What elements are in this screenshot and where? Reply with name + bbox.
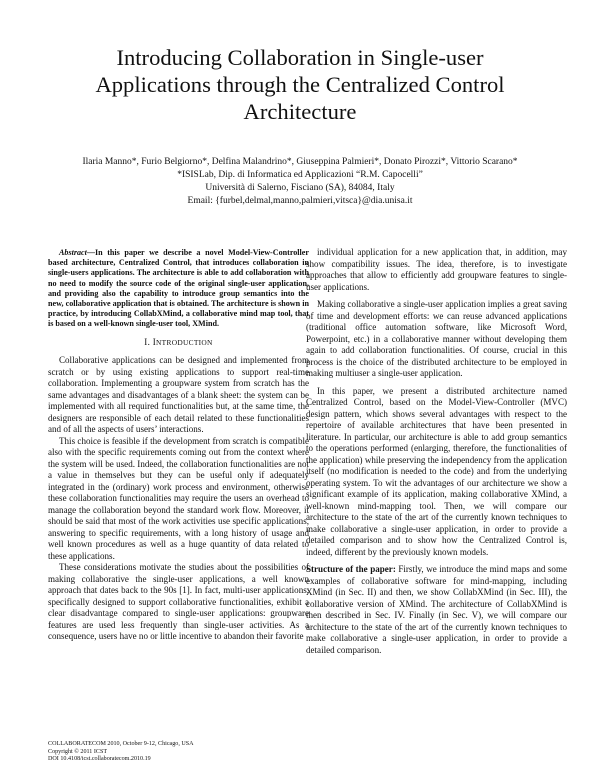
author-list: Ilaria Manno*, Furio Belgiorno*, Delfina Malandrino*, Giuseppina Palmieri*, Donato Pirozzi*, Vittorio Scarano*: [82, 157, 518, 167]
footer-copyright: [48, 741, 318, 764]
section-heading-introduction: [48, 337, 309, 349]
intro-paragraph-6: In this paper, we present a distributed architecture named Centralized Control, based on the Model-View-Controller (MVC) design pattern, which shows several advantages with respect to the repertoire of available architectures that have been presented in literature. In particular, our architecture is able to add group semantics to the operations performed (enlarging, therefore, the functionalities of the application) while preserving the independency from the application itself (no modification is needed to the code) and from the underlying operating system. To wit the advantages of our architecture we show a significant example of its application, making collaborative XMind, a well-known mind-mapping tool. Then, we will compare our architecture to the state of the art of the currently known techniques to make collaborative a single-user application, in order to provide a detailed comparison and to show how the Centralized Control is, indeed, different by the previously known models.: [306, 385, 567, 557]
structure-label: Structure of the paper:: [306, 564, 396, 574]
affiliation-university: Università di Salerno, Fisciano (SA), 84084, Italy: [205, 183, 395, 193]
abstract-text: —In this paper we describe a novel Model-View-Controller based architecture, Centralized Control, that introduces collaboration in single-users applications. The architecture is able to add collaboration with no need to modify the source code of the original single-user application, and providing also the capability to introduce group semantics into the new, collaborative application that is obtained. The architecture is shown in practice, by introducing CollabXMind, a collaborative mind map tool, that is based on a well-known single-user tool, XMind.: [48, 248, 309, 329]
title-line-1: Introducing Collaboration in Single-user: [116, 45, 484, 70]
structure-text: Firstly, we introduce the mind maps and some examples of collaborative software for mind-mapping, including XMind (in Sec. II) and then, we show CollabXMind (in Sec. III), the collaborative version of XMind. The architecture of CollabXMind is then described in Sec. IV. Finally (in Sec. V), we will compare our architecture to the state of the art of the currently known techniques to make collaborative a single-user application, in order to provide a detailed comparison.: [306, 564, 568, 655]
footer-copyright-line: Copyright © 2011 ICST: [48, 748, 108, 755]
left-column: [48, 248, 309, 643]
affiliation-lab: *ISISLab, Dip. di Informatica ed Applicazioni “R.M. Capocelli”: [177, 170, 423, 180]
footer-doi: DOI 10.4108/icst.collaboratecom.2010.19: [48, 756, 151, 763]
affiliation-email: Email: {furbel,delmal,manno,palmieri,vitsca}@dia.unisa.it: [187, 196, 413, 206]
paper-title: [40, 44, 560, 125]
title-line-3: Architecture: [243, 99, 357, 124]
section-title-rest: NTRODUCTION: [156, 337, 213, 347]
right-column: [306, 247, 567, 656]
abstract: [48, 248, 309, 330]
footer-conference: COLLABORATECOM 2010, October 9-12, Chicago, USA: [48, 741, 194, 747]
abstract-label: Abstract: [59, 248, 87, 257]
title-line-2: Applications through the Centralized Control: [95, 72, 505, 97]
intro-paragraph-2: This choice is feasible if the development from scratch is compatible also with the specific requirements coming out from the context where the system will be used. Indeed, the collaboration functionalities are not a value in themselves but they can be useful only if adequately integrated in the (ordinary) work process and environment, otherwise these collaboration functionalities may require the users an overhead to manage the collaboration beyond the standard work flow. Moreover, it should be said that most of the work activities use specific applications, answering to specific requirements, with a long history of usage and well known procedures as well as a huge quantity of data related to these applications.: [48, 435, 309, 561]
intro-paragraph-4: individual application for a new application that, in addition, may show compatibility issues. The idea, therefore, is to investigate approaches that allow to efficiently add groupware features to single-user applications.: [306, 247, 567, 292]
section-title-initial: I: [152, 336, 157, 347]
intro-paragraph-1: Collaborative applications can be designed and implemented from scratch or by using existing applications to support real-time collaboration. Implementing a groupware system from scratch has the same advantages and disadvantages of a blank sheet: the system can be implemented with all required functionalities but, at the same time, the designers are responsible of each detail related to these functionalities and of all the aspects of users’ interactions.: [48, 355, 309, 435]
intro-paragraph-5: Making collaborative a single-user application implies a great saving of time and development efforts: we can reuse advanced applications (traditional office automation software, like Microsoft Word, Powerpoint, etc.) in a collaborative manner without developing them again to add collaboration functionalities. Of course, crucial in this process is the choice of the distributed architecture to be employed in making multiuser a single-user application.: [306, 299, 567, 378]
structure-paragraph: [306, 564, 567, 656]
section-number: I.: [144, 336, 151, 347]
intro-paragraph-3: These considerations motivate the studies about the possibilities of making collaborative the single-user applications, a well known approach that dates back to the 90s [1]. In fact, multi-user applications, specifically designed to support collaborative functionalities, exhibit a clear disadvantage compared to single-user applications: groupware features are used less frequently than single-user activities. As a consequence, users have no or little incentive to abandon their favorite: [48, 562, 309, 642]
